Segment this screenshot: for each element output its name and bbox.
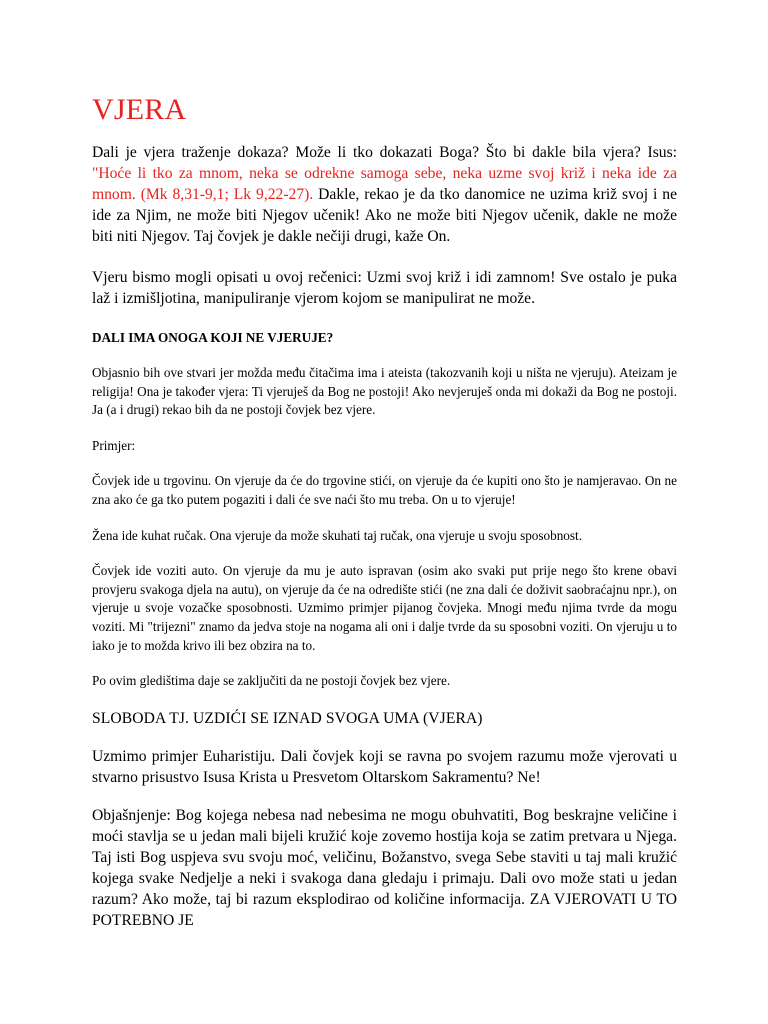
bible-quote: "Hoće li tko za mnom, neka se odrekne samoga sebe, neka uzme svoj križ i neka ide za mnom. (Mk 8,31-9,1; Lk 9,22-27). [92, 165, 677, 203]
section-heading-freedom: SLOBODA TJ. UZDIĆI SE IZNAD SVOGA UMA (VJERA) [92, 709, 483, 727]
intro-paragraph [92, 142, 677, 247]
document-page [92, 92, 677, 931]
paragraph-atheism: Objasnio bih ove stvari jer možda među čitačima ima i ateista (takozvanih koji u ništa ne vjeruju). Ateizam je religija! Ona je također vjera: Ti vjeruješ da Bog ne postoji! Ako nevjeruješ onda mi dokaži da Bog ne postoji. Ja (a i drugi) rekao bih da ne postoji čovjek bez vjere. [92, 365, 677, 418]
paragraph-cooking-example: Žena ide kuhat ručak. Ona vjeruje da može skuhati taj ručak, ona vjeruje u svoju sposobnost. [92, 527, 582, 543]
paragraph-conclusion: Po ovim gledištima daje se zaključiti da ne postoji čovjek bez vjere. [92, 673, 451, 689]
document-title: VJERA [92, 93, 187, 126]
paragraph-driving-example: Čovjek ide voziti auto. On vjeruje da mu je auto ispravan (osim ako svaki put prije nego što krene obavi provjeru svakoga djela na autu), on vjeruje da će na odredište stići (ne zna dali će doživit saobraćajnu npr.), on vjeruje u svoje vozačke sposobnosti. Uzmimo primjer pijanog čovjeka. Mnogi među njima tvrde da mogu voziti. Mi "trijezni" znamo da jedva stoje na nogama ali oni i dalje tvrde da su sposobni voziti. On vjeruju u to iako je to možda krivo ili bez obzira na to. [92, 563, 677, 653]
paragraph-eucharist: Uzmimo primjer Euharistiju. Dali čovjek koji se ravna po svojem razumu može vjerovati u stvarno prisustvo Isusa Krista u Presvetom Oltarskom Sakramentu? Ne! [92, 747, 677, 786]
faith-definition-paragraph: Vjeru bismo mogli opisati u ovoj rečenici: Uzmi svoj križ i idi zamnom! Sve ostalo je puka laž i izmišljotina, manipuliranje vjerom kojom se manipulirat ne može. [92, 269, 677, 307]
intro-text-after: Dakle, rekao je da tko danomice ne uzima križ svoj i ne ide za Njim, ne može biti Njegov učenik! Ako ne može biti Njegov učenik, dakle ne može biti niti Njegov. Taj čovjek je dakle nečiji drugi, kaže On. [92, 186, 677, 245]
paragraph-store-example: Čovjek ide u trgovinu. On vjeruje da će do trgovine stići, on vjeruje da će kupiti ono što je namjeravao. On ne zna ako će ga tko putem pogaziti i dali će sve naći što mu treba. On u to vjeruje! [92, 473, 677, 507]
paragraph-example-label: Primjer: [92, 437, 136, 453]
section-heading-atheism: DALI IMA ONOGA KOJI NE VJERUJE? [92, 330, 334, 345]
intro-text-before: Dali je vjera traženje dokaza? Može li tko dokazati Boga? Što bi dakle bila vjera? Isus: [92, 144, 677, 161]
paragraph-explanation: Objašnjenje: Bog kojega nebesa nad nebesima ne mogu obuhvatiti, Bog beskrajne veličine i moći stavlja se u jedan mali bijeli kružić koje zovemo hostija koja se zatim pretvara u Njega. Taj isti Bog uspjeva svu svoju moć, veličinu, Božanstvo, svega Sebe staviti u taj mali kružić kojega svake Nedjelje a neki i svakoga dana gledaju i primaju. Dali ovo može stati u jedan razum? Ako može, taj bi razum eksplodirao od količine informacija. ZA VJEROVATI U TO POTREBNO JE [92, 806, 677, 929]
